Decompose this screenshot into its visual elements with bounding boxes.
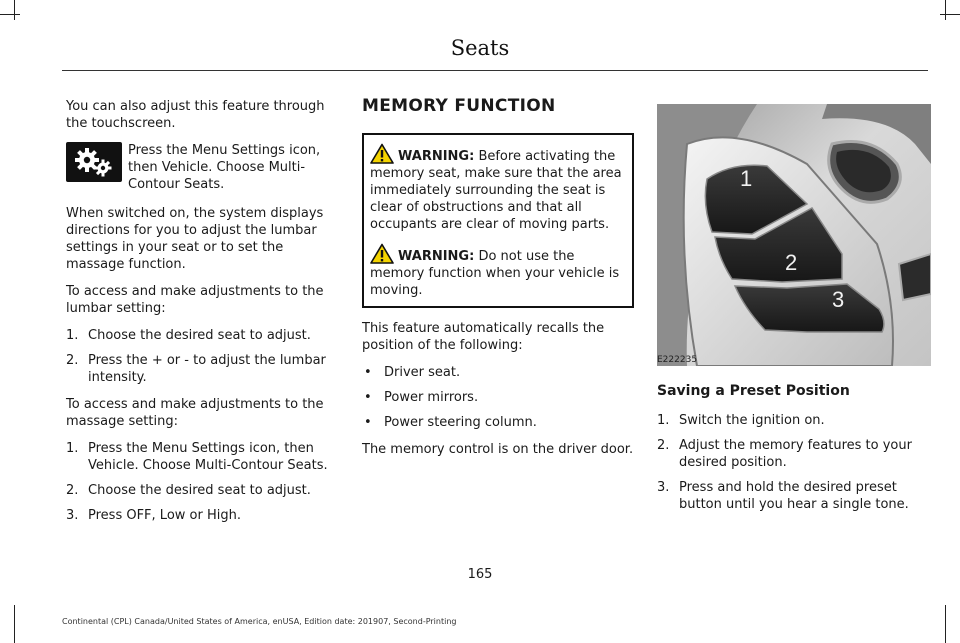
list-item <box>66 352 338 386</box>
photo-code: E222235 <box>657 355 698 365</box>
edition-footer: Continental (CPL) Canada/United States of America, enUSA, Edition date: 201907, Second-Printing <box>62 617 457 626</box>
list-item <box>657 437 931 471</box>
touchscreen-intro: You can also adjust this feature through the touchscreen. <box>66 99 325 131</box>
section-heading: MEMORY FUNCTION <box>362 96 556 116</box>
warning-text: Before activating the memory seat, make sure that the area immediately surrounding the seat is clear of obstructions and that all occupants are clear of moving parts. <box>370 149 622 232</box>
list-item <box>66 327 338 344</box>
memory-buttons-photo <box>657 104 931 366</box>
step-number: 3. <box>657 480 670 495</box>
lumbar-steps-list <box>66 327 338 386</box>
list-item-text: Driver seat. <box>384 365 461 380</box>
crop-mark-top-right-v <box>945 0 946 20</box>
list-item <box>362 389 634 406</box>
subheading: Saving a Preset Position <box>657 383 850 399</box>
warning-label: WARNING: <box>398 249 475 264</box>
recall-intro: This feature automatically recalls the position of the following: <box>362 321 605 353</box>
settings-instruction-row <box>66 142 338 193</box>
step-text: Switch the ignition on. <box>679 413 825 428</box>
step-number: 3. <box>66 508 79 523</box>
lumbar-intro: To access and make adjustments to the lumbar setting: <box>66 284 324 316</box>
crop-mark-top-right-h <box>940 14 960 15</box>
list-item-text: Power mirrors. <box>384 390 479 405</box>
recall-list <box>362 364 634 431</box>
step-text: Choose the desired seat to adjust. <box>88 483 311 498</box>
step-number: 1. <box>66 328 79 343</box>
preset-steps-list <box>657 412 931 513</box>
page-header-title: Seats <box>450 36 510 60</box>
massage-steps-list <box>66 440 338 524</box>
step-number: 1. <box>66 441 79 456</box>
crop-mark-bottom-left-v <box>14 605 15 643</box>
settings-instruction-text: Press the Menu Settings icon, then Vehicle. Choose Multi-Contour Seats. <box>128 143 321 192</box>
massage-intro: To access and make adjustments to the massage setting: <box>66 397 324 429</box>
preset-button-label: 1 <box>740 166 753 191</box>
switched-on-paragraph: When switched on, the system displays directions for you to adjust the lumbar settings in your seat or to set the massage function. <box>66 206 324 272</box>
warning-text: Do not use the memory function when your vehicle is moving. <box>370 249 620 298</box>
warning-label: WARNING: <box>398 149 475 164</box>
step-number: 2. <box>66 483 79 498</box>
list-item <box>657 412 931 429</box>
step-text: Press the + or - to adjust the lumbar intensity. <box>88 353 326 385</box>
warning-triangle-icon <box>370 143 394 164</box>
bullet: • <box>364 415 372 430</box>
column-right <box>657 383 931 523</box>
preset-button-label: 3 <box>832 287 845 312</box>
list-item-text: Power steering column. <box>384 415 537 430</box>
step-text: Adjust the memory features to your desired position. <box>679 438 912 470</box>
warning-paragraph <box>370 243 624 299</box>
list-item <box>657 479 931 513</box>
warning-box <box>362 133 634 308</box>
warning-paragraph <box>370 143 624 233</box>
step-text: Press the Menu Settings icon, then Vehicle. Choose Multi-Contour Seats. <box>88 441 328 473</box>
warning-triangle-icon <box>370 243 394 264</box>
crop-mark-top-left-v <box>14 0 15 20</box>
memory-location-note: The memory control is on the driver door. <box>362 442 634 457</box>
step-number: 1. <box>657 413 670 428</box>
list-item <box>362 414 634 431</box>
list-item <box>66 440 338 474</box>
preset-button-label: 2 <box>785 250 798 275</box>
step-text: Press and hold the desired preset button until you hear a single tone. <box>679 480 909 512</box>
crop-mark-top-left-h <box>0 14 20 15</box>
list-item <box>66 482 338 499</box>
crop-mark-bottom-right-v <box>945 605 946 643</box>
list-item <box>362 364 634 381</box>
list-item <box>66 507 338 524</box>
step-number: 2. <box>66 353 79 368</box>
column-middle <box>362 98 634 468</box>
bullet: • <box>364 390 372 405</box>
bullet: • <box>364 365 372 380</box>
header-rule <box>62 70 928 71</box>
step-text: Choose the desired seat to adjust. <box>88 328 311 343</box>
settings-gears-icon <box>66 142 122 182</box>
column-left <box>66 98 338 534</box>
step-number: 2. <box>657 438 670 453</box>
page-number: 165 <box>467 567 493 582</box>
step-text: Press OFF, Low or High. <box>88 508 241 523</box>
